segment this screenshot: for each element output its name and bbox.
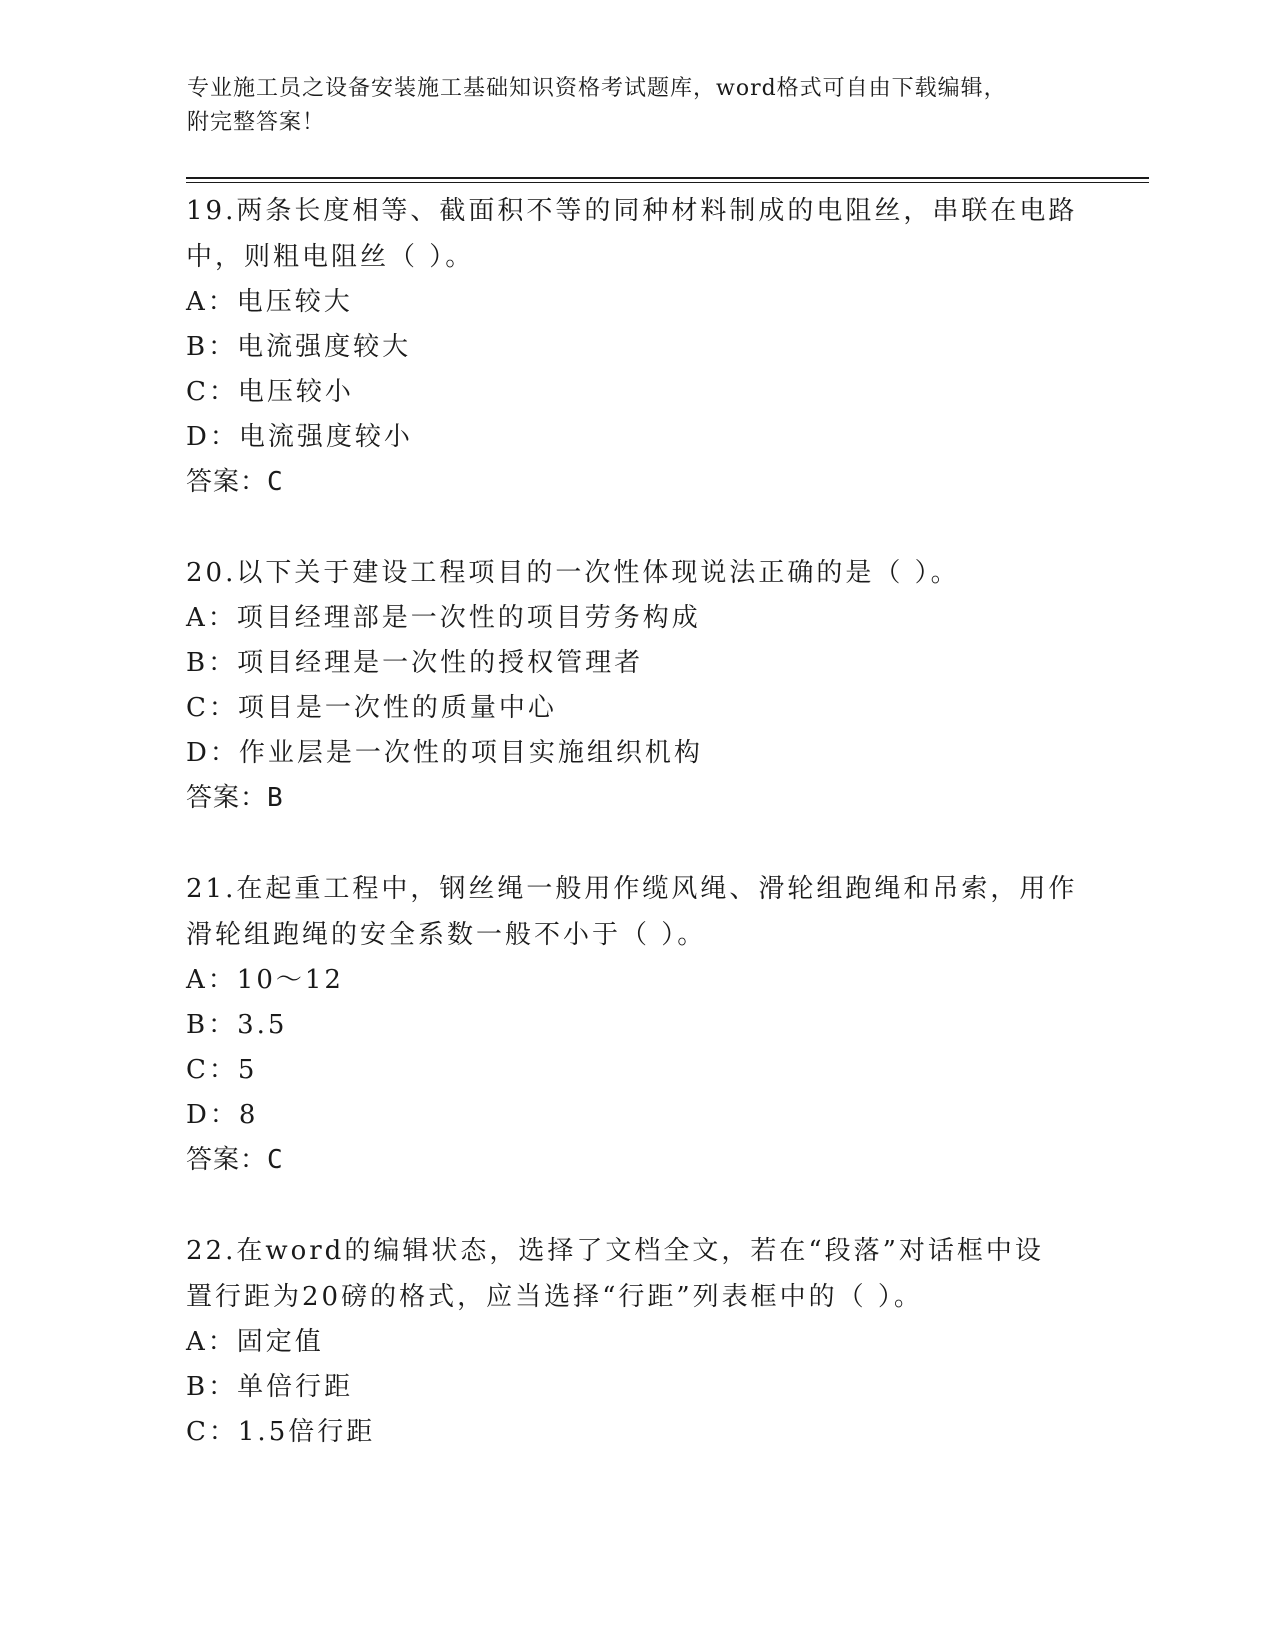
option-a: A：项目经理部是一次性的项目劳务构成 bbox=[186, 603, 701, 633]
document-header bbox=[187, 72, 1067, 140]
question-stem-line: 滑轮组跑绳的安全系数一般不小于（ ）。 bbox=[186, 920, 707, 950]
question-stem-line: 置行距为20磅的格式，应当选择“行距”列表框中的（ ）。 bbox=[186, 1282, 923, 1312]
question-stem-line: 19.两条长度相等、截面积不等的同种材料制成的电阻丝，串联在电路 bbox=[186, 196, 1078, 226]
question-19 bbox=[186, 188, 1086, 505]
question-stem-line: 22.在word的编辑状态，选择了文档全文，若在“段落”对话框中设 bbox=[186, 1236, 1044, 1266]
option-d: D：8 bbox=[186, 1100, 259, 1130]
option-c: C：电压较小 bbox=[186, 377, 354, 407]
option-c: C：5 bbox=[186, 1055, 258, 1085]
option-b: B：项目经理是一次性的授权管理者 bbox=[186, 648, 644, 678]
question-stem-line: 21.在起重工程中，钢丝绳一般用作缆风绳、滑轮组跑绳和吊索，用作 bbox=[186, 874, 1078, 904]
option-b: B：3.5 bbox=[186, 1010, 288, 1040]
header-title-line-1: 专业施工员之设备安装施工基础知识资格考试题库，word格式可自由下载编辑， bbox=[187, 76, 1007, 101]
option-a: A：固定值 bbox=[186, 1327, 324, 1357]
header-divider-thin bbox=[186, 182, 1149, 183]
answer-line: 答案：C bbox=[186, 467, 284, 497]
option-a: A：电压较大 bbox=[186, 287, 353, 317]
option-c: C：项目是一次性的质量中心 bbox=[186, 693, 557, 723]
question-stem-line: 中，则粗电阻丝（ ）。 bbox=[186, 242, 475, 272]
option-d: D：作业层是一次性的项目实施组织机构 bbox=[186, 738, 703, 768]
header-title-line-2: 附完整答案！ bbox=[187, 110, 326, 135]
option-b: B：单倍行距 bbox=[186, 1372, 354, 1402]
question-list bbox=[186, 188, 1086, 1500]
answer-line: 答案：B bbox=[186, 783, 284, 813]
option-c: C：1.5倍行距 bbox=[186, 1417, 376, 1447]
question-22 bbox=[186, 1228, 1086, 1455]
answer-line: 答案：C bbox=[186, 1145, 284, 1175]
option-a: A：10～12 bbox=[186, 965, 344, 995]
option-b: B：电流强度较大 bbox=[186, 332, 412, 362]
question-stem-line: 20.以下关于建设工程项目的一次性体现说法正确的是（ ）。 bbox=[186, 558, 960, 588]
question-21 bbox=[186, 866, 1086, 1183]
question-20 bbox=[186, 550, 1086, 821]
option-d: D：电流强度较小 bbox=[186, 422, 413, 452]
header-divider-thick bbox=[186, 177, 1149, 179]
